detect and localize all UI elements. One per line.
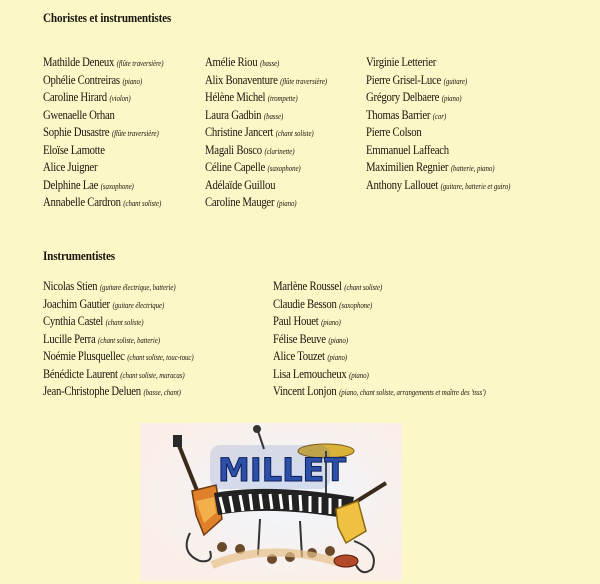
- logo-word-icon: [210, 445, 346, 489]
- member-name: Magali Bosco: [205, 142, 262, 157]
- member-row: [43, 383, 194, 401]
- member-instrument-note: (cor): [432, 111, 447, 121]
- member-instrument-note: (chant soliste, batterie): [98, 335, 160, 345]
- member-row: [366, 54, 510, 72]
- member-instrument-note: (piano): [321, 318, 341, 327]
- member-name: Alix Bonaventure: [205, 72, 278, 87]
- member-instrument-note: (piano, chant soliste, arrangements et maître des 'tsss'): [339, 388, 486, 397]
- member-name: Caroline Mauger: [205, 195, 275, 209]
- choristes-column-2: [205, 54, 347, 212]
- member-name: Jean-Christophe Deluen: [43, 384, 141, 398]
- member-name: Maximilien Regnier: [366, 160, 449, 174]
- member-instrument-note: (saxophone): [100, 181, 134, 191]
- member-row: [205, 54, 327, 72]
- member-instrument-note: (piano): [349, 370, 369, 380]
- member-row: [273, 278, 486, 296]
- member-name: Virginie Letterier: [366, 55, 437, 69]
- member-row: [205, 194, 327, 212]
- member-instrument-note: (guitare, batterie et guiro): [440, 181, 511, 191]
- member-name: Félise Beuve: [273, 331, 326, 346]
- member-row: [43, 177, 163, 195]
- member-name: Caroline Hirard: [43, 90, 107, 104]
- member-name: Claudie Besson: [273, 296, 337, 311]
- member-name: Laura Gadbin: [205, 107, 262, 122]
- member-row: [366, 89, 510, 107]
- member-row: [43, 107, 163, 125]
- member-instrument-note: (saxophone): [267, 164, 301, 173]
- member-name: Lisa Lemoucheux: [273, 366, 347, 381]
- member-instrument-note: (saxophone): [339, 300, 373, 310]
- member-row: [205, 177, 327, 195]
- member-instrument-note: (flûte traversière): [116, 59, 164, 68]
- member-name: Céline Capelle: [205, 160, 265, 174]
- member-name: Mathilde Deneux: [43, 55, 115, 69]
- member-row: [43, 124, 163, 142]
- millet-logo-artwork: [140, 423, 402, 581]
- member-row: [43, 278, 194, 296]
- member-row: [366, 124, 510, 142]
- member-row: [205, 72, 327, 90]
- member-row: [205, 142, 327, 160]
- member-row: [205, 107, 327, 125]
- svg-text:MILLET: MILLET: [218, 451, 347, 489]
- member-row: [366, 177, 510, 195]
- member-row: [43, 159, 163, 177]
- member-row: [205, 89, 327, 107]
- member-name: Marlène Roussel: [273, 279, 342, 293]
- member-instrument-note: (basse): [263, 111, 284, 121]
- member-name: Amélie Riou: [205, 55, 258, 69]
- choristes-column-1: [43, 54, 183, 212]
- member-name: Ophélie Contreiras: [43, 72, 120, 87]
- member-name: Delphine Lae: [43, 177, 99, 192]
- member-row: [43, 142, 163, 160]
- member-row: [43, 296, 194, 314]
- member-instrument-note: (flûte traversière): [111, 129, 159, 138]
- member-instrument-note: (piano): [328, 335, 348, 345]
- member-instrument-note: (piano): [276, 199, 297, 208]
- member-row: [273, 296, 486, 314]
- member-instrument-note: (chant soliste, maracas): [120, 370, 185, 380]
- member-instrument-note: (flûte traversière): [280, 76, 328, 86]
- member-row: [43, 331, 194, 349]
- member-instrument-note: (chant soliste): [344, 283, 383, 292]
- member-row: [366, 107, 510, 125]
- member-row: [205, 124, 327, 142]
- member-row: [43, 366, 194, 384]
- drum-icon: [334, 555, 358, 567]
- member-row: [43, 348, 194, 366]
- member-instrument-note: (piano): [122, 76, 143, 86]
- member-row: [273, 366, 486, 384]
- member-instrument-note: (guitare): [443, 76, 468, 86]
- choristes-column-3: [366, 54, 534, 194]
- member-name: Adélaïde Guillou: [205, 177, 276, 192]
- member-instrument-note: (batterie, piano): [450, 164, 495, 173]
- member-row: [273, 331, 486, 349]
- member-row: [366, 72, 510, 90]
- member-instrument-note: (clarinette): [264, 146, 295, 156]
- section-title-instrumentistes: Instrumentistes: [43, 248, 115, 263]
- member-row: [43, 72, 163, 90]
- member-name: Christine Jancert: [205, 125, 274, 139]
- member-name: Vincent Lonjon: [273, 384, 337, 398]
- instrumentistes-column-2: [273, 278, 520, 401]
- member-row: [366, 159, 510, 177]
- member-instrument-note: (guitare électrique): [112, 300, 165, 310]
- member-row: [43, 313, 194, 331]
- member-name: Bénédicte Laurent: [43, 366, 118, 381]
- member-instrument-note: (basse): [259, 59, 280, 68]
- member-name: Joachim Gautier: [43, 296, 110, 311]
- member-name: Hélène Michel: [205, 90, 266, 104]
- member-instrument-note: (trompette): [267, 94, 298, 103]
- member-name: Pierre Grisel-Luce: [366, 72, 442, 87]
- member-name: Eloïse Lamotte: [43, 142, 105, 157]
- member-instrument-note: (chant soliste): [123, 199, 162, 208]
- member-name: Alice Touzet: [273, 349, 325, 363]
- member-row: [43, 194, 163, 212]
- member-instrument-note: (piano): [327, 353, 348, 362]
- member-instrument-note: (violon): [109, 94, 131, 103]
- member-name: Lucille Perra: [43, 331, 96, 346]
- member-instrument-note: (basse, chant): [143, 388, 181, 397]
- member-row: [43, 54, 163, 72]
- member-name: Nicolas Stien: [43, 279, 98, 293]
- member-name: Alice Juigner: [43, 160, 98, 174]
- instrumentistes-column-1: [43, 278, 218, 401]
- member-row: [273, 348, 486, 366]
- member-name: Grégory Delbaere: [366, 90, 440, 104]
- member-name: Cynthia Castel: [43, 314, 103, 328]
- member-row: [205, 159, 327, 177]
- member-name: Sophie Dusastre: [43, 125, 110, 139]
- member-instrument-note: (chant soliste): [275, 129, 314, 138]
- member-instrument-note: (chant soliste): [105, 318, 144, 327]
- member-name: Gwenaelle Orhan: [43, 107, 115, 122]
- member-row: [43, 89, 163, 107]
- section-title-choristes: Choristes et instrumentistes: [43, 10, 172, 25]
- member-name: Annabelle Cardron: [43, 195, 121, 209]
- member-name: Noémie Plusquellec: [43, 349, 125, 363]
- member-row: [366, 142, 510, 160]
- member-name: Emmanuel Laffeach: [366, 142, 449, 157]
- member-row: [273, 313, 486, 331]
- member-row: [273, 383, 486, 401]
- member-instrument-note: (piano): [441, 94, 462, 103]
- member-instrument-note: (guitare électrique, batterie): [99, 283, 176, 292]
- member-name: Paul Houet: [273, 314, 319, 328]
- member-name: Thomas Barrier: [366, 107, 431, 122]
- member-name: Anthony Lallouet: [366, 177, 439, 192]
- member-instrument-note: (chant soliste, touc-touc): [127, 353, 194, 362]
- member-name: Pierre Colson: [366, 125, 422, 139]
